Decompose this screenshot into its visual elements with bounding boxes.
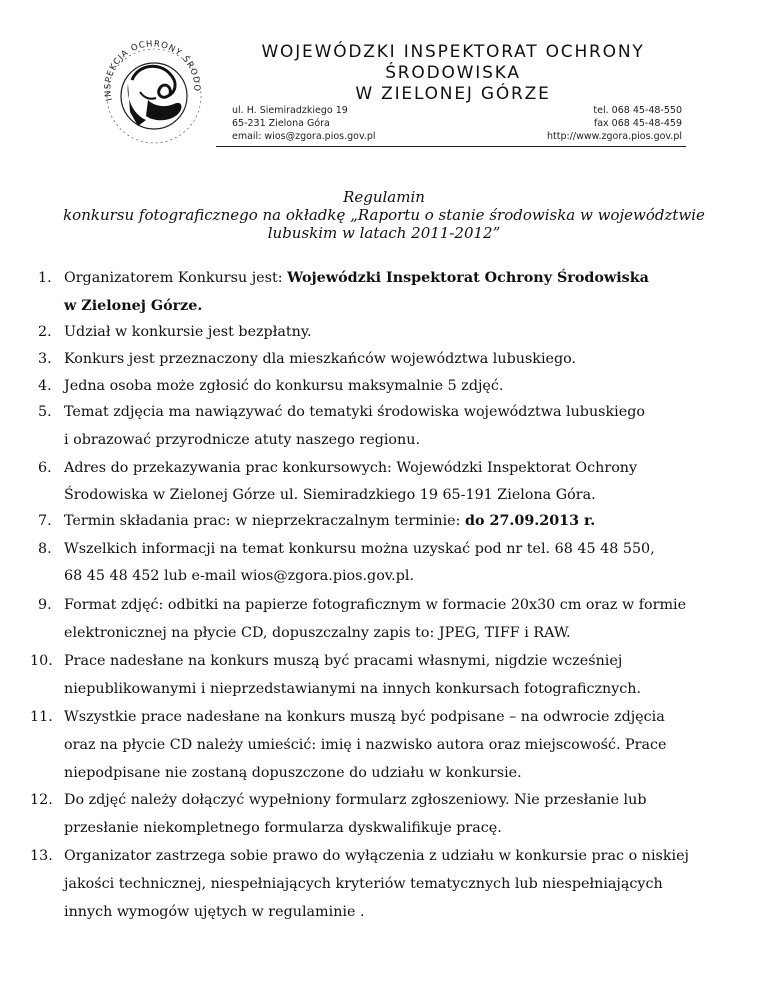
address-street: ul. H. Siemiradzkiego 19 (232, 105, 348, 116)
rule-number: 3. (38, 351, 52, 367)
rule-6-line-1: Adres do przekazywania prac konkursowych: Wojewódzki Inspektorat Ochrony (64, 460, 638, 476)
title-line2: konkursu fotograficznego na okładkę „Raportu o stanie środowiska w województwie (63, 206, 705, 224)
rule-number: 12. (30, 792, 53, 808)
rule-number: 13. (30, 848, 53, 864)
rule-number: 2. (38, 324, 52, 340)
rule-4-line-1: Jedna osoba może zgłosić do konkursu maksymalnie 5 zdjęć. (64, 378, 504, 394)
title-line1: Regulamin (343, 188, 425, 206)
rule-13-line-3: innych wymogów ujętych w regulaminie . (64, 904, 365, 920)
rule-10-line-2: niepublikowanymi i nieprzedstawianymi na innych konkursach fotograficznych. (64, 681, 642, 697)
rule-text: Organizatorem Konkursu jest: (64, 270, 288, 286)
rule-13-line-1: Organizator zastrzega sobie prawo do wyłączenia z udziału w konkursie prac o niskiej (64, 848, 689, 864)
rule-1-line-2 (64, 298, 202, 314)
rule-number: 11. (30, 709, 53, 725)
rule-2-line-1: Udział w konkursie jest bezpłatny. (64, 324, 312, 340)
rule-number: 6. (38, 460, 52, 476)
rule-6-line-2: Środowiska w Zielonej Górze ul. Siemiradzkiego 19 65-191 Zielona Góra. (64, 487, 596, 503)
contact-www: http://www.zgora.pios.gov.pl (546, 131, 682, 142)
rule-13-line-2: jakości technicznej, niespełniających kryteriów tematycznych lub niespełniających (64, 876, 663, 892)
rule-text: Termin składania prac: w nieprzekraczalnym terminie: (64, 513, 465, 529)
organization-name-line2: W ZIELONEJ GÓRZE (355, 84, 551, 104)
rule-8-line-2: 68 45 48 452 lub e-mail wios@zgora.pios.gov.pl. (64, 568, 414, 584)
rule-9-line-2: elektronicznej na płycie CD, dopuszczalny zapis to: JPEG, TIFF i RAW. (64, 625, 571, 641)
logo-ring-text: INSPEKCJA OCHRONY ŚRODO (103, 39, 202, 102)
contact-fax: fax 068 45-48-459 (593, 118, 682, 129)
rule-1-line-1 (64, 270, 692, 286)
rule-11-line-1: Wszystkie prace nadesłane na konkurs muszą być podpisane – na odwrocie zdjęcia (64, 709, 665, 725)
rule-emphasis: do 27.09.2013 r. (464, 513, 596, 529)
rule-number: 1. (38, 270, 52, 286)
rule-number: 7. (38, 513, 52, 529)
address-city: 65-231 Zielona Góra (232, 118, 330, 129)
rule-11-line-3: niepodpisane nie zostaną dopuszczone do udziału w konkursie. (64, 765, 522, 781)
organization-name-line1: WOJEWÓDZKI INSPEKTORAT OCHRONY ŚRODOWISKA (261, 42, 645, 83)
rule-9-line-1: Format zdjęć: odbitki na papierze fotograficznym w formacie 20x30 cm oraz w formie (64, 597, 687, 613)
rule-11-line-2: oraz na płycie CD należy umieścić: imię i nazwisko autora oraz miejscowość. Prace (64, 737, 667, 753)
rule-12-line-1: Do zdjęć należy dołączyć wypełniony formularz zgłoszeniowy. Nie przesłanie lub (64, 792, 647, 808)
rule-number: 4. (38, 378, 52, 394)
rule-3-line-1: Konkurs jest przeznaczony dla mieszkańców województwa lubuskiego. (64, 351, 577, 367)
rule-8-line-1: Wszelkich informacji na temat konkursu można uzyskać pod nr tel. 68 45 48 550, (64, 541, 655, 557)
rule-number: 10. (30, 653, 53, 669)
rule-5-line-1: Temat zdjęcia ma nawiązywać do tematyki środowiska województwa lubuskiego (64, 404, 645, 420)
rule-7-line-1 (64, 513, 595, 529)
rule-number: 5. (38, 404, 52, 420)
title-line3: lubuskim w latach 2011-2012” (267, 224, 501, 242)
rule-number: 8. (38, 541, 52, 557)
rule-emphasis: w Zielonej Górze. (64, 298, 203, 314)
rule-number: 9. (38, 597, 52, 613)
rule-emphasis: Wojewódzki Inspektorat Ochrony Środowiska (287, 270, 649, 286)
address-email: email: wios@zgora.pios.gov.pl (232, 131, 376, 142)
rule-5-line-2: i obrazować przyrodnicze atuty naszego regionu. (64, 432, 420, 448)
rule-10-line-1: Prace nadesłane na konkurs muszą być pracami własnymi, nigdzie wcześniej (64, 653, 623, 669)
contact-tel: tel. 068 45-48-550 (593, 105, 682, 116)
rule-12-line-2: przesłanie niekompletnego formularza dyskwalifikuje pracę. (64, 820, 502, 836)
